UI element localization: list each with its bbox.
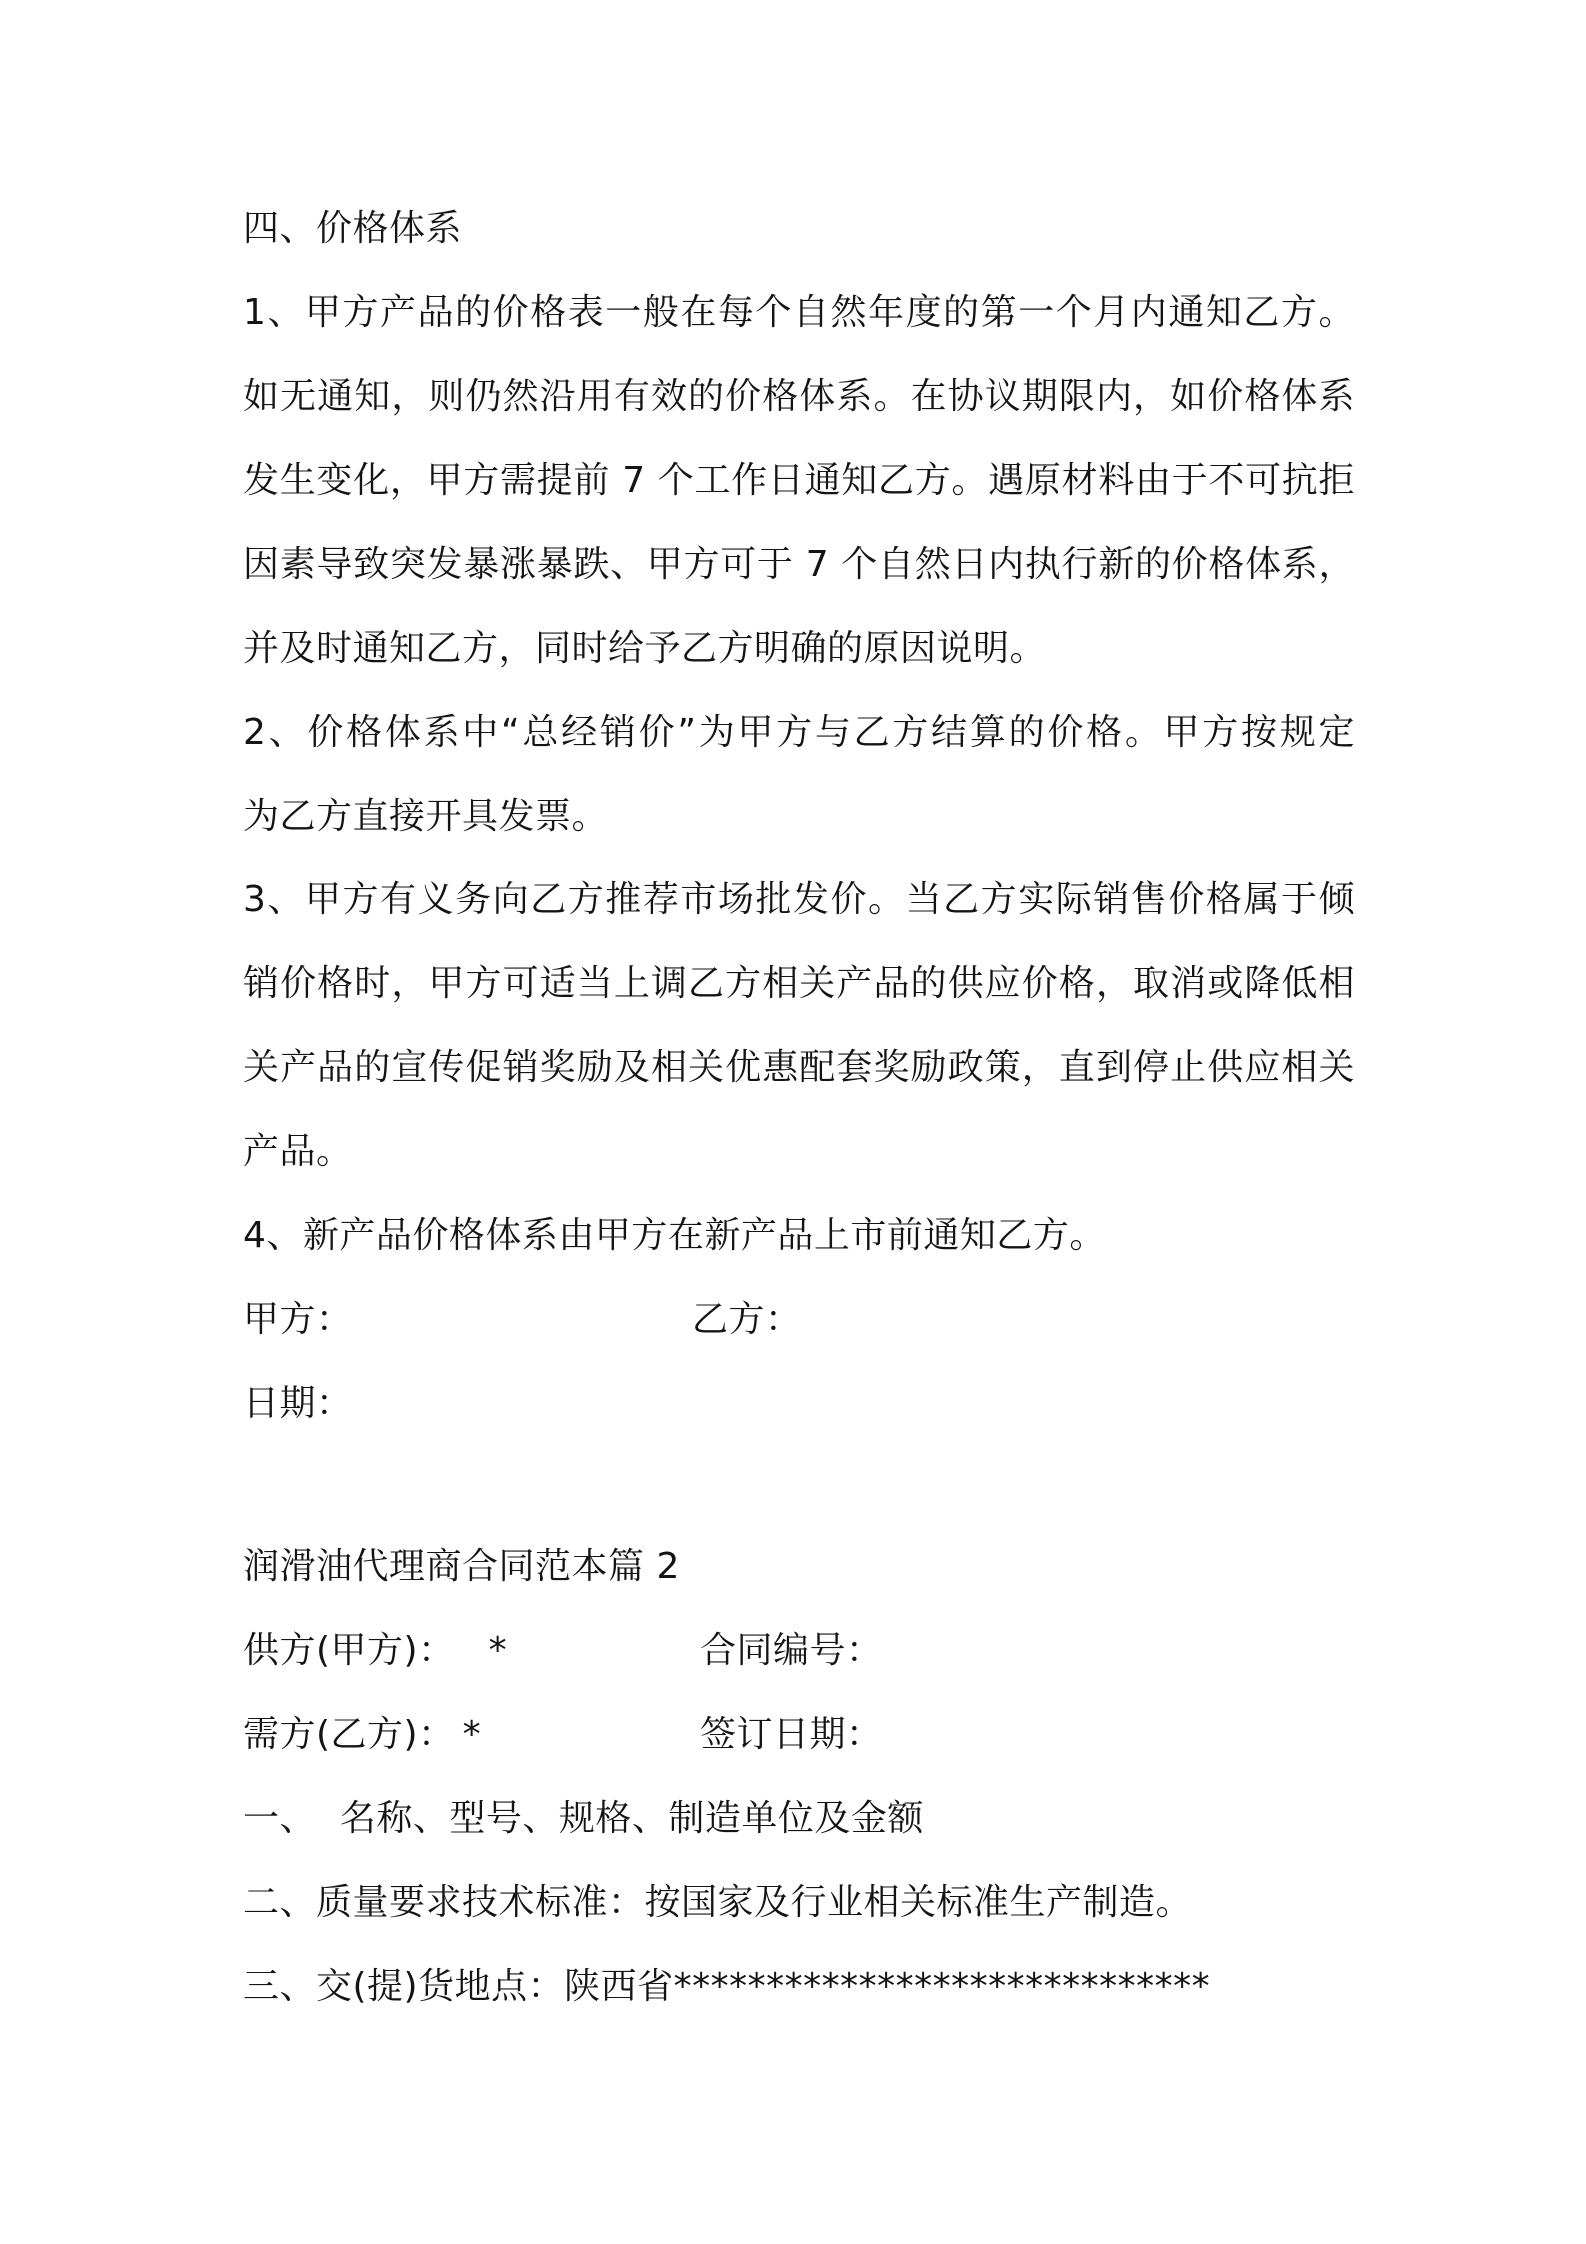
sign-date-label: 签订日期： [700, 1714, 883, 1755]
paragraph-line: 4、新产品价格体系由甲方在新产品上市前通知乙方。 [243, 1215, 1106, 1256]
paragraph-line: 如无通知，则仍然沿用有效的价格体系。在协议期限内，如价格体系 [243, 376, 1355, 417]
supplier-label: 供方(甲方)： [243, 1630, 455, 1671]
paragraph-line: 1、甲方产品的价格表一般在每个自然年度的第一个月内通知乙方。 [243, 292, 1355, 333]
date-label: 日期： [243, 1383, 353, 1424]
paragraph-line: 因素导致突发暴涨暴跌、甲方可于 7 个自然日内执行新的价格体系， [243, 544, 1355, 585]
paragraph-line: 产品。 [243, 1131, 353, 1172]
paragraph-line: 3、甲方有义务向乙方推荐市场批发价。当乙方实际销售价格属于倾 [243, 879, 1355, 920]
contract-title: 润滑油代理商合同范本篇 2 [243, 1546, 680, 1587]
supplier-value: * [488, 1630, 508, 1671]
clause-1: 一、 名称、型号、规格、制造单位及金额 [243, 1798, 924, 1839]
buyer-field [243, 1713, 481, 1757]
paragraph-line: 并及时通知乙方，同时给予乙方明确的原因说明。 [243, 628, 1047, 669]
party-a-signature-label: 甲方： [243, 1299, 353, 1340]
paragraph-line: 发生变化，甲方需提前 7 个工作日通知乙方。遇原材料由于不可抗拒 [243, 460, 1355, 501]
buyer-label: 需方(乙方)： [243, 1714, 455, 1755]
supplier-field [243, 1629, 507, 1673]
paragraph-line: 为乙方直接开具发票。 [243, 796, 609, 837]
paragraph-line: 销价格时，甲方可适当上调乙方相关产品的供应价格，取消或降低相 [243, 963, 1355, 1004]
paragraph-line: 关产品的宣传促销奖励及相关优惠配套奖励政策，直到停止供应相关 [243, 1047, 1355, 1088]
clause-2: 二、质量要求技术标准：按国家及行业相关标准生产制造。 [243, 1882, 1193, 1923]
party-b-signature-label: 乙方： [692, 1299, 802, 1340]
paragraph-line: 2、价格体系中“总经销价”为甲方与乙方结算的价格。甲方按规定 [243, 712, 1355, 753]
clause-3: 三、交(提)货地点：陕西省***************************** [243, 1966, 1211, 2007]
section-heading: 四、价格体系 [243, 208, 463, 249]
buyer-value: * [462, 1714, 482, 1755]
contract-number-label: 合同编号： [700, 1630, 883, 1671]
